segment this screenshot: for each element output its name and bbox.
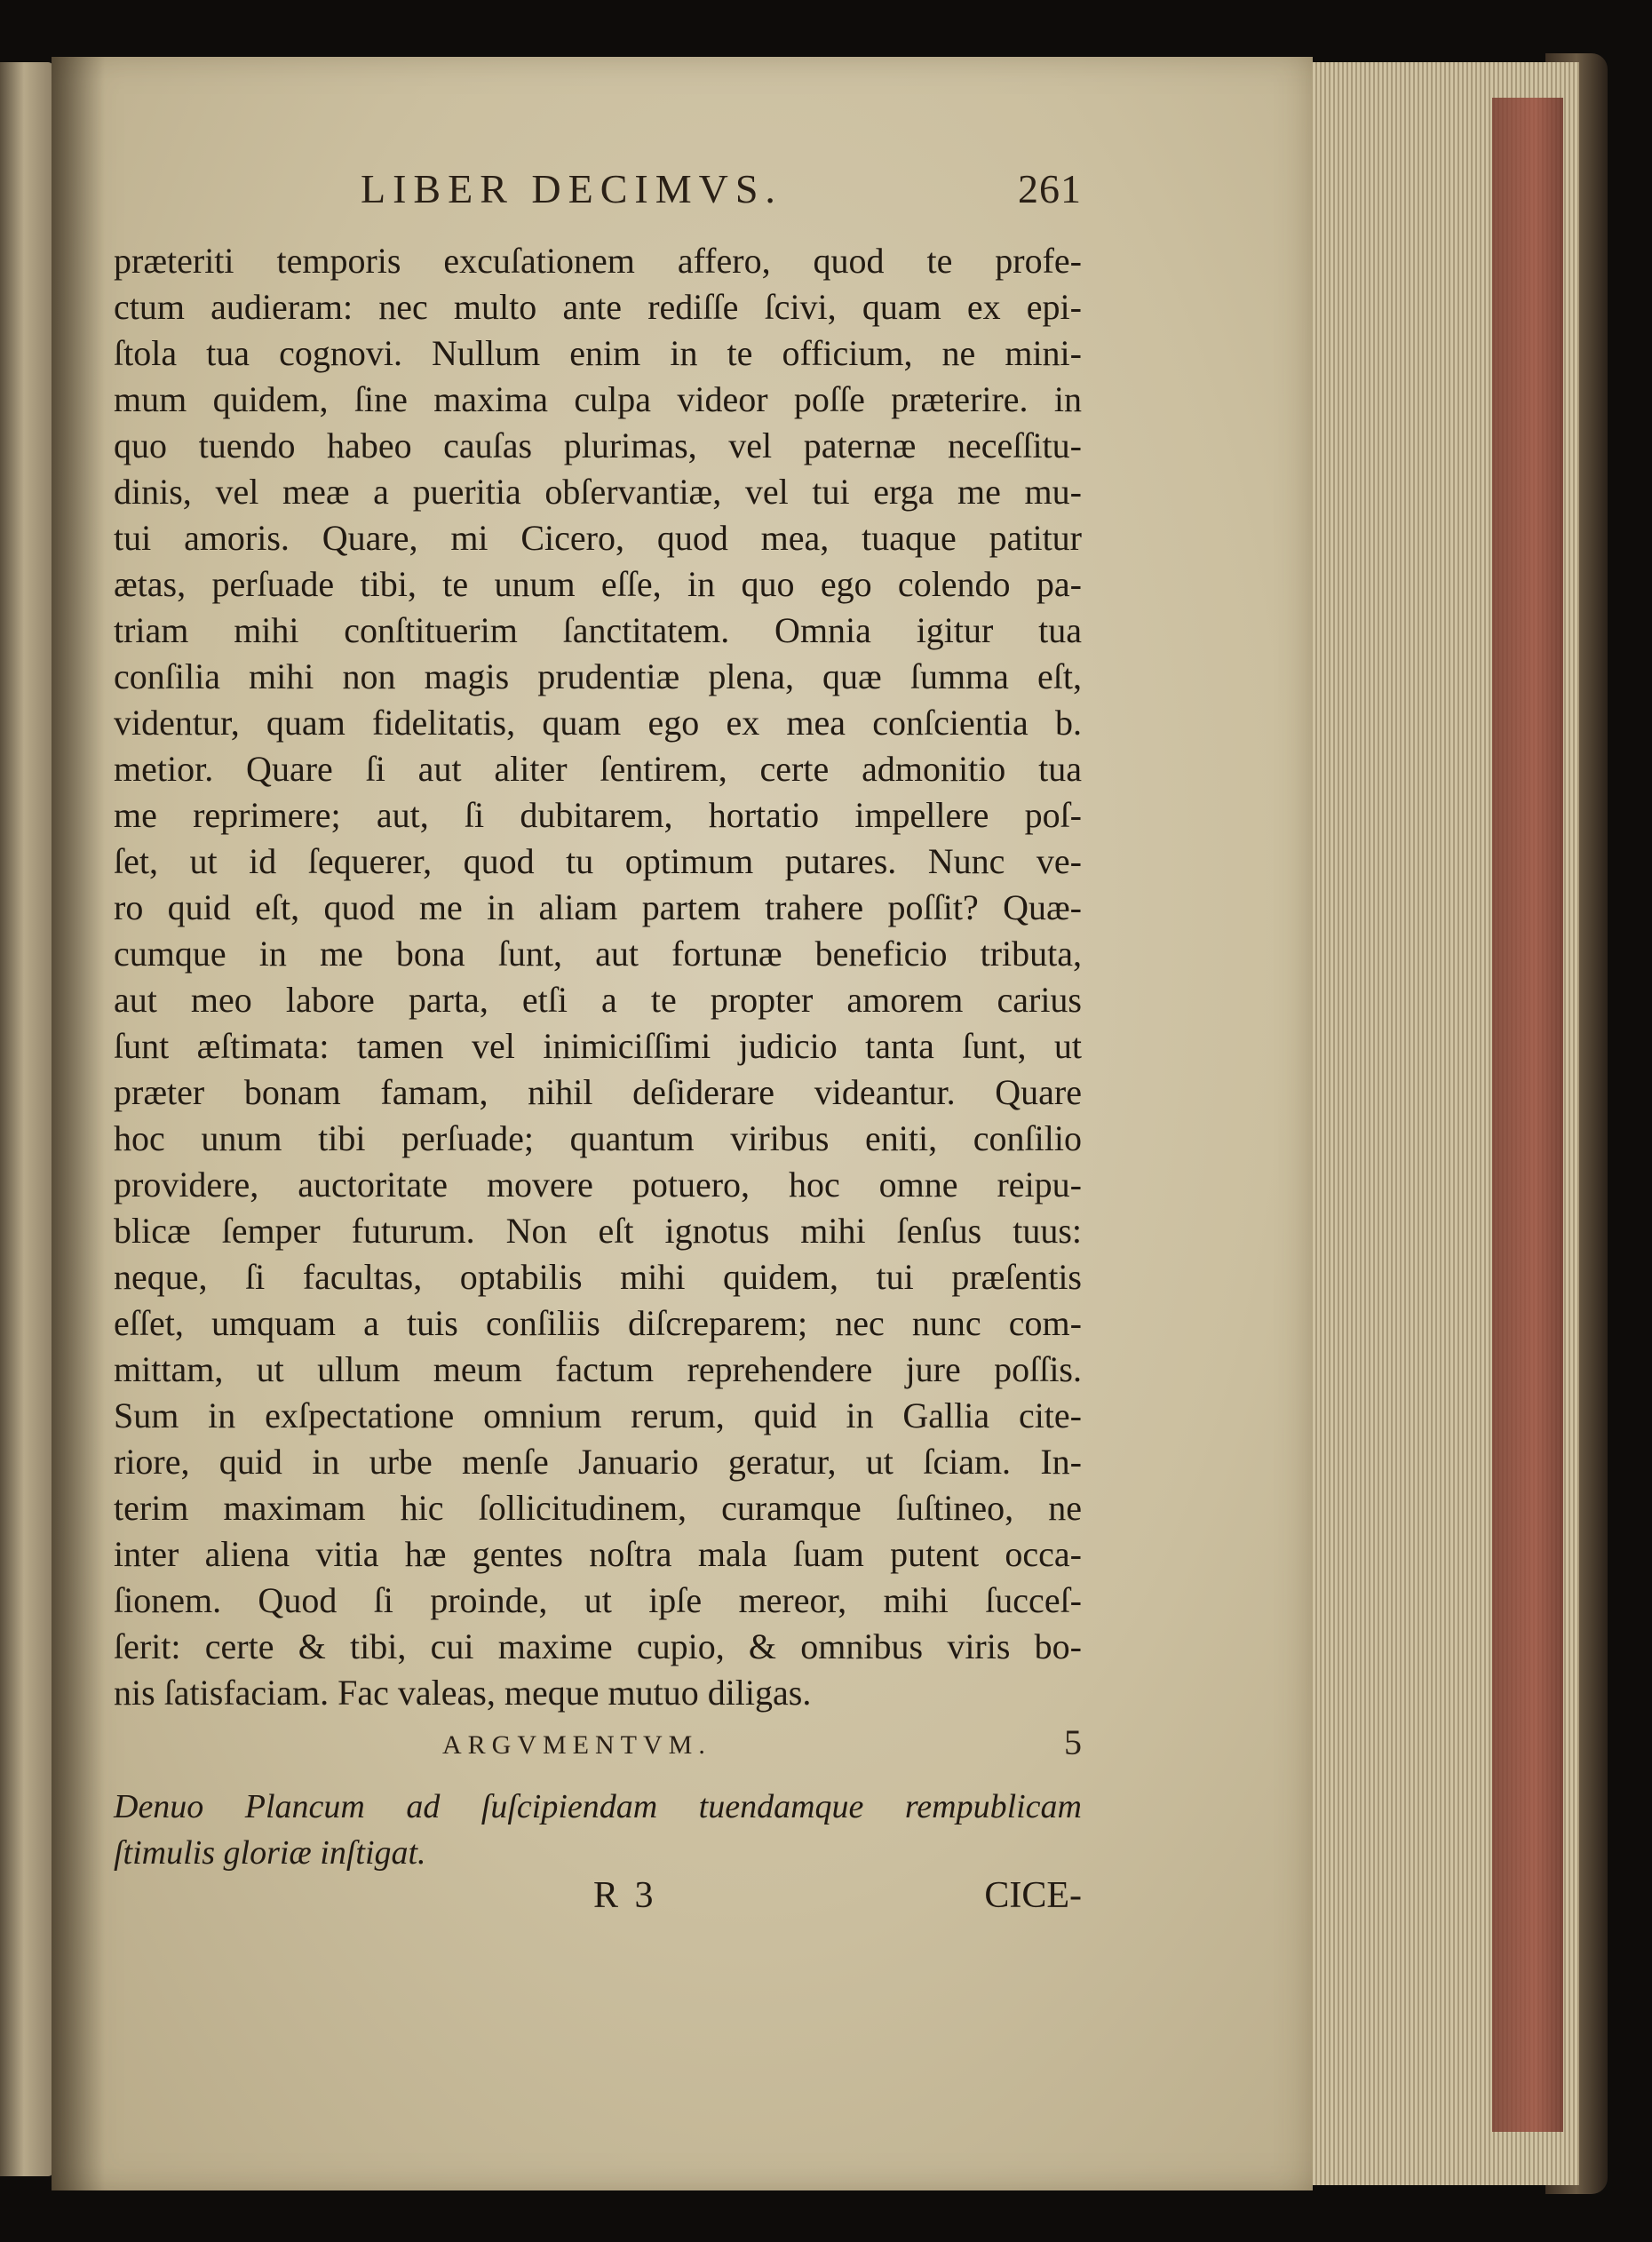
text-line: cumque in me bona ſunt, aut fortunæ beneficio tributa, — [114, 934, 1082, 974]
text-line: ſionem. Quod ſi proinde, ut ipſe mereor, mihi ſucceſ- — [114, 1580, 1082, 1620]
text-line: videntur, quam fidelitatis, quam ego ex mea conſcientia b. — [114, 703, 1082, 743]
red-edge-staining — [1492, 98, 1563, 2132]
text-line: præter bonam famam, nihil deſiderare videantur. Quare — [114, 1072, 1082, 1112]
page-gutter-shadow — [52, 57, 105, 2190]
text-line: neque, ſi facultas, optabilis mihi quidem, tui præſentis — [114, 1257, 1082, 1297]
text-line: terim maximam hic ſollicitudinem, curamque ſuſtineo, ne — [114, 1488, 1082, 1528]
text-line: inter aliena vitia hæ gentes noſtra mala ſuam putent occa- — [114, 1534, 1082, 1574]
text-line: ro quid eſt, quod me in aliam partem trahere poſſit? Quæ- — [114, 887, 1082, 927]
page-number: 261 — [1018, 166, 1082, 211]
text-line: triam mihi conſtituerim ſanctitatem. Omnia igitur tua — [114, 610, 1082, 650]
text-line: dinis, vel meæ a pueritia obſervantiæ, vel tui erga me mu- — [114, 472, 1082, 512]
text-line: mittam, ut ullum meum factum reprehendere jure poſſis. — [114, 1349, 1082, 1389]
text-line: ſet, ut id ſequerer, quod tu optimum putares. Nunc ve- — [114, 841, 1082, 881]
text-line: riore, quid in urbe menſe Januario geratur, ut ſciam. In- — [114, 1442, 1082, 1482]
text-line: aut meo labore parta, etſi a te propter amorem carius — [114, 980, 1082, 1020]
text-line: ætas, perſuade tibi, te unum eſſe, in quo ego colendo pa- — [114, 564, 1082, 604]
text-line: ctum audieram: nec multo ante rediſſe ſcivi, quam ex epi- — [114, 287, 1082, 327]
text-line: ſtimulis gloriæ inſtigat. — [114, 1834, 426, 1872]
text-line: metior. Quare ſi aut aliter ſentirem, certe admonitio tua — [114, 749, 1082, 789]
text-line: nis ſatisfaciam. Fac valeas, meque mutuo diligas. — [114, 1673, 812, 1713]
text-line: me reprimere; aut, ſi dubitarem, hortatio impellere poſ- — [114, 795, 1082, 835]
argument-text — [114, 1784, 1082, 1876]
text-line: tui amoris. Quare, mi Cicero, quod mea, tuaque patitur — [114, 518, 1082, 558]
facing-page-edge — [0, 62, 53, 2176]
text-line: hoc unum tibi perſuade; quantum viribus eniti, conſilio — [114, 1118, 1082, 1158]
text-line: quo tuendo habeo cauſas plurimas, vel paternæ neceſſitu- — [114, 425, 1082, 465]
running-title: LIBER DECIMVS. — [361, 166, 782, 211]
text-line: conſilia mihi non magis prudentiæ plena, quæ ſumma eſt, — [114, 656, 1082, 696]
page-footer — [114, 1874, 1082, 1928]
body-text — [114, 238, 1082, 1716]
text-line: Denuo Plancum ad ſuſcipiendam tuendamque rempublicam — [114, 1788, 1082, 1825]
text-line: ſtola tua cognovi. Nullum enim in te officium, ne mini- — [114, 333, 1082, 373]
text-line: blicæ ſemper futurum. Non eſt ignotus mihi ſenſus tuus: — [114, 1211, 1082, 1251]
running-head — [114, 165, 1082, 219]
text-line: providere, auctoritate movere potuero, hoc omne reipu- — [114, 1165, 1082, 1204]
text-line: eſſet, umquam a tuis conſiliis diſcreparem; nec nunc com- — [114, 1303, 1082, 1343]
argument-label: ARGVMENTVM. — [442, 1730, 711, 1760]
argument-heading — [114, 1722, 1082, 1769]
text-line: præteriti temporis excuſationem affero, quod te profe- — [114, 241, 1082, 281]
text-line: Sum in exſpectatione omnium rerum, quid in Gallia cite- — [114, 1395, 1082, 1435]
argument-number: 5 — [1064, 1722, 1082, 1762]
text-line: mum quidem, ſine maxima culpa videor poſſe præterire. in — [114, 379, 1082, 419]
text-line: ſerit: certe & tibi, cui maxime cupio, & omnibus viris bo- — [114, 1626, 1082, 1666]
signature-mark: R 3 — [593, 1875, 657, 1916]
catchword: CICE- — [984, 1875, 1082, 1916]
text-line: ſunt æſtimata: tamen vel inimiciſſimi judicio tanta ſunt, ut — [114, 1026, 1082, 1066]
